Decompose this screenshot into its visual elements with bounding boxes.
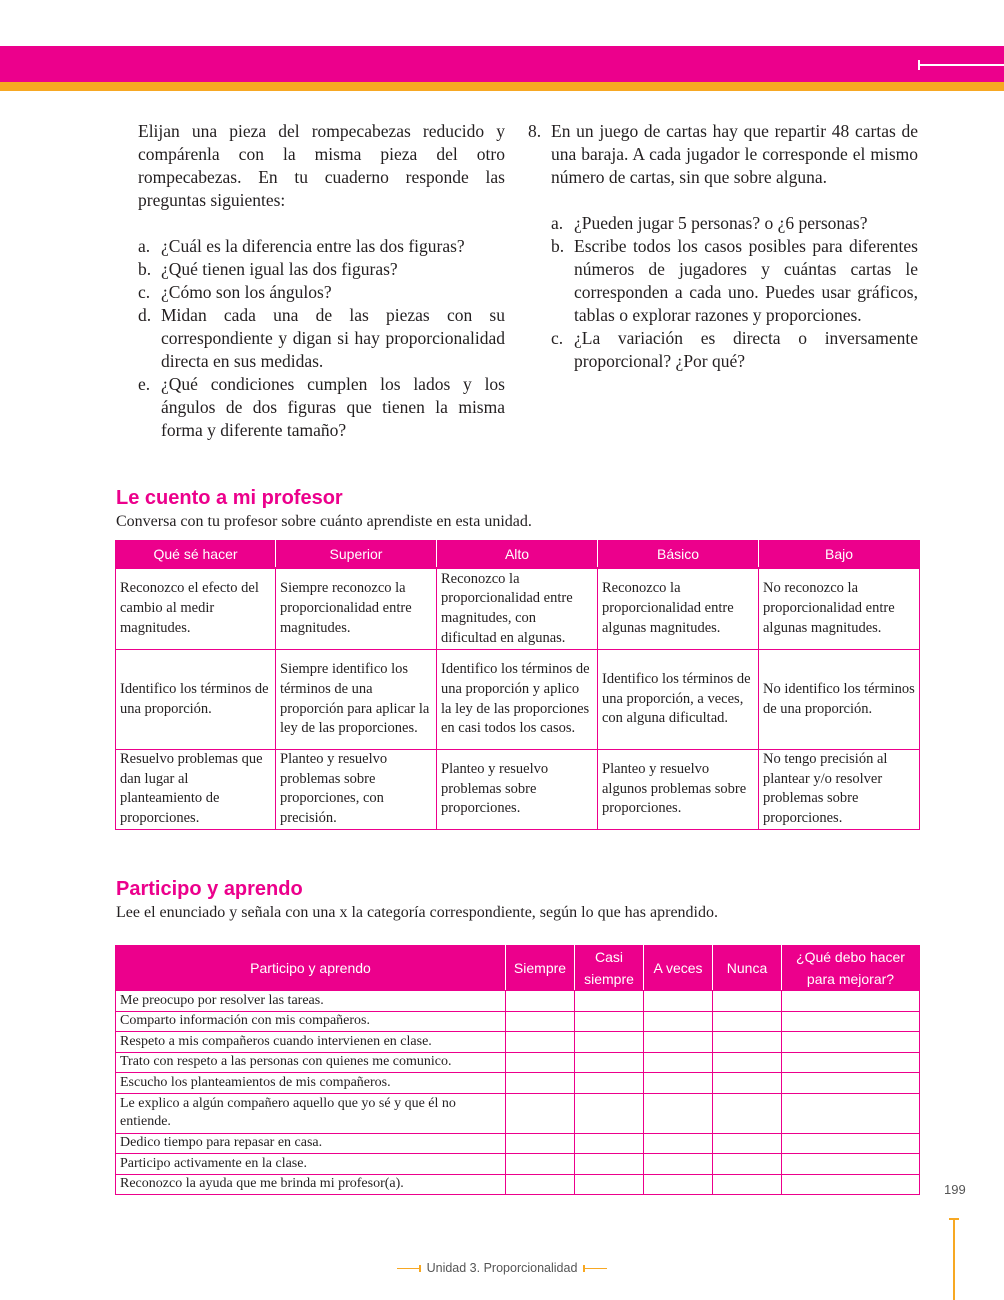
header-que-se-hacer: Qué sé hacer	[116, 541, 276, 569]
table-row	[116, 1093, 920, 1133]
statement-cell: Comparto información con mis compañeros.	[116, 1011, 506, 1032]
statement-cell: Trato con respeto a las personas con quienes me comunico.	[116, 1052, 506, 1073]
header-mark	[918, 64, 1004, 66]
table-row	[116, 750, 920, 830]
table-row	[116, 991, 920, 1012]
rubric-table	[115, 540, 920, 830]
checkbox-cell[interactable]	[644, 1052, 713, 1073]
improvement-cell[interactable]	[782, 1093, 920, 1133]
statement-cell: Dedico tiempo para repasar en casa.	[116, 1133, 506, 1154]
table-cell: Siempre reconozco la proporcionalidad entre magnitudes.	[276, 568, 437, 650]
checkbox-cell[interactable]	[713, 1032, 782, 1053]
header-alto: Alto	[437, 541, 598, 569]
checkbox-cell[interactable]	[506, 1174, 575, 1195]
checkbox-cell[interactable]	[644, 1174, 713, 1195]
checkbox-cell[interactable]	[713, 1133, 782, 1154]
table-row	[116, 1154, 920, 1175]
checkbox-cell[interactable]	[575, 1174, 644, 1195]
table-row	[116, 1073, 920, 1094]
table-cell: Reconozco la proporcionalidad entre algunas magnitudes.	[598, 568, 759, 650]
table-cell: No identifico los términos de una proporción.	[759, 650, 920, 750]
checkbox-cell[interactable]	[644, 1011, 713, 1032]
section-subtitle-participo: Lee el enunciado y señala con una x la categoría correspondiente, según lo que has aprendido.	[116, 904, 718, 921]
improvement-cell[interactable]	[782, 1052, 920, 1073]
checkbox-cell[interactable]	[644, 1133, 713, 1154]
table-header-row	[116, 946, 920, 991]
checkbox-cell[interactable]	[575, 1052, 644, 1073]
checkbox-cell[interactable]	[713, 1154, 782, 1175]
table-header-row	[116, 541, 920, 569]
section-title-profesor: Le cuento a mi profesor	[116, 487, 343, 509]
checkbox-cell[interactable]	[506, 1093, 575, 1133]
table-cell: Planteo y resuelvo problemas sobre proporciones, con precisión.	[276, 750, 437, 830]
statement-cell: Escucho los planteamientos de mis compañeros.	[116, 1073, 506, 1094]
checkbox-cell[interactable]	[575, 1154, 644, 1175]
right-questions	[551, 212, 918, 373]
list-item: e. ¿Qué condiciones cumplen los lados y los ángulos de dos figuras que tienen la misma forma y diferente tamaño?	[138, 374, 505, 440]
table-cell: Reconozco la proporcionalidad entre magnitudes, con dificultad en algunas.	[437, 568, 598, 650]
list-item: d. Midan cada una de las piezas con su correspondiente y digan si hay proporcionalidad directa en sus medidas.	[138, 305, 505, 371]
footer	[0, 1261, 1004, 1275]
table-row	[116, 1174, 920, 1195]
header-participo: Participo y aprendo	[116, 946, 506, 991]
statement-cell: Participo activamente en la clase.	[116, 1154, 506, 1175]
section-subtitle-profesor: Conversa con tu profesor sobre cuánto aprendiste en esta unidad.	[116, 513, 532, 530]
footer-unit: Unidad 3.	[426, 1261, 481, 1275]
improvement-cell[interactable]	[782, 1011, 920, 1032]
exercise-intro: En un juego de cartas hay que repartir 48 cartas de una baraja. A cada jugador le corresponde el mismo número de cartas, sin que sobre alguna.	[551, 121, 918, 187]
checkbox-cell[interactable]	[713, 991, 782, 1012]
checkbox-cell[interactable]	[713, 1052, 782, 1073]
checkbox-cell[interactable]	[506, 1073, 575, 1094]
checkbox-cell[interactable]	[506, 1032, 575, 1053]
checkbox-cell[interactable]	[575, 1032, 644, 1053]
improvement-cell[interactable]	[782, 1154, 920, 1175]
left-column	[138, 120, 505, 442]
table-cell: No tengo precisión al plantear y/o resolver problemas sobre proporciones.	[759, 750, 920, 830]
checkbox-cell[interactable]	[575, 1073, 644, 1094]
table-row	[116, 568, 920, 650]
exercise-number: 8.	[528, 121, 542, 141]
checkbox-cell[interactable]	[575, 1093, 644, 1133]
checkbox-cell[interactable]	[644, 1073, 713, 1094]
table-cell: Reconozco el efecto del cambio al medir magnitudes.	[116, 568, 276, 650]
list-item: c. ¿Cómo son los ángulos?	[138, 282, 332, 302]
checkbox-cell[interactable]	[644, 1154, 713, 1175]
left-intro: Elijan una pieza del rompecabezas reducido y compárenla con la misma pieza del otro rompecabezas. En tu cuaderno responde las preguntas siguientes:	[138, 121, 505, 210]
header-band	[0, 46, 1004, 82]
table-row	[116, 1032, 920, 1053]
table-cell: Planteo y resuelvo algunos problemas sobre proporciones.	[598, 750, 759, 830]
table-cell: No reconozco la proporcionalidad entre algunas magnitudes.	[759, 568, 920, 650]
header-stripe	[0, 82, 1004, 91]
header-mejorar: ¿Qué debo hacer para mejorar?	[782, 946, 920, 991]
list-item: c. ¿La variación es directa o inversamente proporcional? ¿Por qué?	[551, 328, 918, 371]
footer-topic: Proporcionalidad	[483, 1261, 578, 1275]
improvement-cell[interactable]	[782, 1133, 920, 1154]
statement-cell: Le explico a algún compañero aquello que yo sé y que él no entiende.	[116, 1093, 506, 1133]
table-row	[116, 1133, 920, 1154]
checkbox-cell[interactable]	[506, 1052, 575, 1073]
improvement-cell[interactable]	[782, 1032, 920, 1053]
list-item: b. Escribe todos los casos posibles para diferentes números de jugadores y cuántas cartas le corresponden a cada uno. Puedes usar gráficos, tablas o explorar razones y proporciones.	[551, 236, 918, 325]
checkbox-cell[interactable]	[713, 1093, 782, 1133]
checkbox-cell[interactable]	[713, 1073, 782, 1094]
statement-cell: Me preocupo por resolver las tareas.	[116, 991, 506, 1012]
table-cell: Identifico los términos de una proporción, a veces, con alguna dificultad.	[598, 650, 759, 750]
checkbox-cell[interactable]	[644, 1032, 713, 1053]
improvement-cell[interactable]	[782, 991, 920, 1012]
header-siempre: Siempre	[506, 946, 575, 991]
table-cell: Resuelvo problemas que dan lugar al planteamiento de proporciones.	[116, 750, 276, 830]
header-a-veces: A veces	[644, 946, 713, 991]
section-title-participo: Participo y aprendo	[116, 878, 303, 900]
header-superior: Superior	[276, 541, 437, 569]
header-nunca: Nunca	[713, 946, 782, 991]
checkbox-cell[interactable]	[506, 991, 575, 1012]
list-item: a. ¿Pueden jugar 5 personas? o ¿6 personas?	[551, 213, 868, 233]
improvement-cell[interactable]	[782, 1174, 920, 1195]
checkbox-cell[interactable]	[713, 1174, 782, 1195]
list-item: a. ¿Cuál es la diferencia entre las dos figuras?	[138, 236, 465, 256]
checkbox-cell[interactable]	[644, 991, 713, 1012]
table-row	[116, 1011, 920, 1032]
footer-right-mark	[583, 1268, 607, 1270]
improvement-cell[interactable]	[782, 1073, 920, 1094]
left-questions	[138, 235, 505, 442]
checkbox-cell[interactable]	[506, 1133, 575, 1154]
table-cell: Planteo y resuelvo problemas sobre proporciones.	[437, 750, 598, 830]
checkbox-cell[interactable]	[506, 1011, 575, 1032]
table-row	[116, 650, 920, 750]
table-cell: Siempre identifico los términos de una proporción para aplicar la ley de las proporciones.	[276, 650, 437, 750]
checkbox-cell[interactable]	[644, 1093, 713, 1133]
right-column	[528, 120, 918, 373]
checkbox-cell[interactable]	[575, 1011, 644, 1032]
table-row	[116, 1052, 920, 1073]
table-cell: Identifico los términos de una proporción y aplico la ley de las proporciones en casi todos los casos.	[437, 650, 598, 750]
header-basico: Básico	[598, 541, 759, 569]
page-number: 199	[944, 1182, 966, 1197]
side-mark	[953, 1220, 955, 1300]
checkbox-cell[interactable]	[575, 991, 644, 1012]
statement-cell: Respeto a mis compañeros cuando intervienen en clase.	[116, 1032, 506, 1053]
footer-left-mark	[397, 1268, 421, 1270]
header-bajo: Bajo	[759, 541, 920, 569]
header-casi-siempre: Casi siempre	[575, 946, 644, 991]
self-assessment-table	[115, 945, 920, 1195]
checkbox-cell[interactable]	[575, 1133, 644, 1154]
exercise-8	[528, 120, 918, 373]
checkbox-cell[interactable]	[506, 1154, 575, 1175]
checkbox-cell[interactable]	[713, 1011, 782, 1032]
statement-cell: Reconozco la ayuda que me brinda mi profesor(a).	[116, 1174, 506, 1195]
table-cell: Identifico los términos de una proporción.	[116, 650, 276, 750]
list-item: b. ¿Qué tienen igual las dos figuras?	[138, 259, 398, 279]
